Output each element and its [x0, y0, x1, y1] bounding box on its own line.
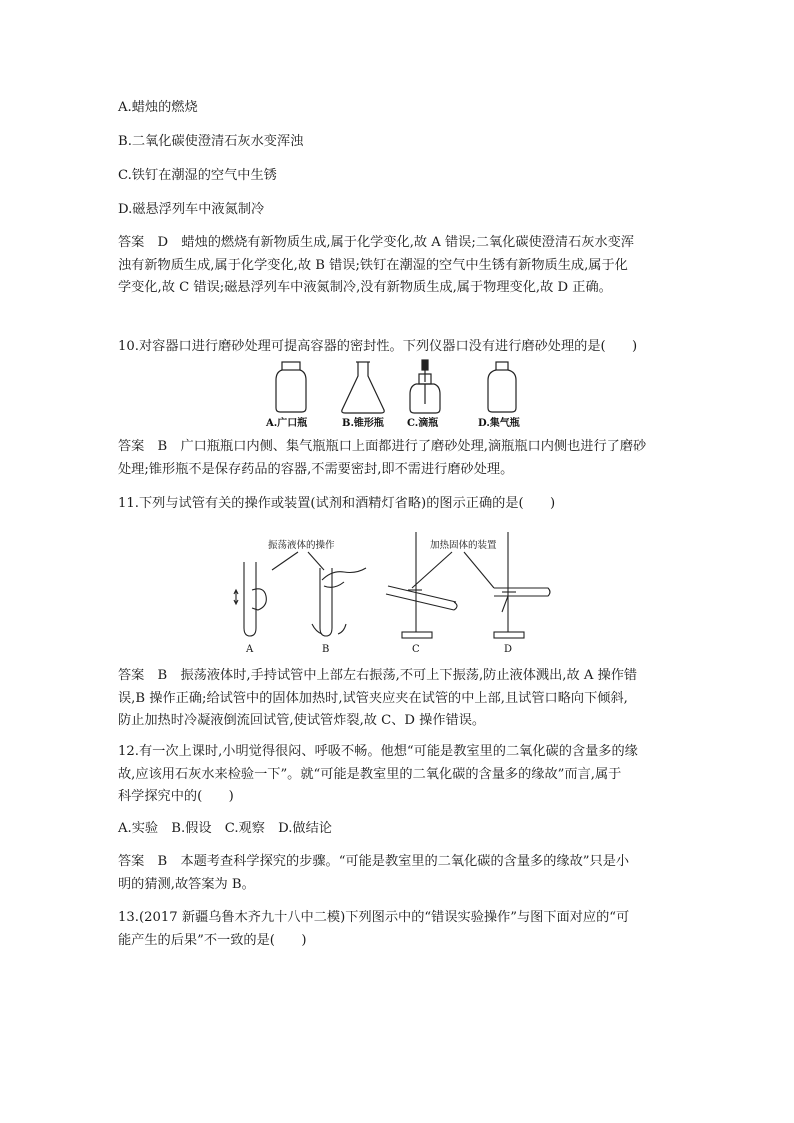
q12-question-line: 12.有一次上课时,小明觉得很闷、呼吸不畅。他想“可能是教室里的二氧化碳的含量多的缘: [118, 744, 638, 759]
q9-option-b: B.二氧化碳使澄清石灰水变浑浊: [118, 134, 304, 149]
figure-label: B.锥形瓶: [342, 418, 384, 428]
figure-label: D.集气瓶: [478, 418, 520, 428]
figure-caption: 加热固体的装置: [430, 540, 497, 551]
iron-stand-d-illustration: [494, 532, 550, 638]
q9-answer-line: 学变化,故 C 错误;磁悬浮列车中液氮制冷,没有新物质生成,属于物理变化,故 D 正确。: [118, 280, 612, 295]
q11-answer: [118, 665, 678, 733]
q12-question-line: 故,应该用石灰水来检验一下”。就“可能是教室里的二氧化碳的含量多的缘故”而言,属于: [118, 766, 622, 782]
figure-caption: 振荡液体的操作: [268, 540, 335, 551]
wide-mouth-bottle-illustration: [276, 362, 306, 412]
q10-glassware-figure: [262, 356, 532, 428]
q9-option-a: A.蜡烛的燃烧: [118, 100, 198, 115]
figure-letter: B: [322, 644, 330, 655]
conical-flask-illustration: [342, 362, 384, 413]
gas-collecting-bottle-illustration: [488, 362, 516, 412]
q9-answer-line: 答案 D 蜡烛的燃烧有新物质生成,属于化学变化,故 A 错误;二氧化碳使澄清石灰水变浑: [118, 235, 635, 250]
q13-question-line: 13.(2017 新疆乌鲁木齐九十八中二模)下列图示中的“错误实验操作”与图下面对应的“可: [118, 910, 630, 925]
q10-answer: [118, 436, 678, 481]
q9-option-d: D.磁悬浮列车中液氮制冷: [118, 202, 265, 217]
q11-test-tube-figure: [232, 528, 552, 656]
q10-question: 10.对容器口进行磨砂处理可提高容器的密封性。下列仪器口没有进行磨砂处理的是( ): [118, 339, 638, 354]
test-tube-a-illustration: [234, 562, 266, 636]
q12-answer: [118, 851, 678, 896]
q11-question: 11.下列与试管有关的操作或装置(试剂和酒精灯省略)的图示正确的是( ): [118, 496, 556, 511]
test-tube-b-illustration: [312, 568, 366, 636]
q12-answer-line: 答案 B 本题考查科学探究的步骤。“可能是教室里的二氧化碳的含量多的缘故”只是小: [118, 854, 630, 869]
q11-answer-line: 防止加热时冷凝液倒流回试管,使试管炸裂,故 C、D 操作错误。: [118, 713, 486, 728]
q12-question-line: 科学探究中的( ): [118, 789, 234, 804]
q11-answer-line: 答案 B 振荡液体时,手持试管中上部左右振荡,不可上下振荡,防止液体溅出,故 A 操作错: [118, 668, 638, 683]
q13-question-line: 能产生的后果”不一致的是( ): [118, 932, 307, 948]
figure-letter: A: [246, 644, 254, 655]
q12-answer-line: 明的猜测,故答案为 B。: [118, 876, 255, 892]
q13-question: [118, 907, 678, 952]
q10-answer-line: 处理;锥形瓶不是保存药品的容器,不需要密封,即不需进行磨砂处理。: [118, 461, 514, 477]
q11-answer-line: 误,B 操作正确;给试管中的固体加热时,试管夹应夹在试管的中上部,且试管口略向下倾斜,: [118, 690, 628, 706]
q9-answer: [118, 232, 678, 300]
figure-letter: C: [412, 644, 420, 655]
figure-label: A.广口瓶: [266, 418, 308, 428]
q10-answer-line: 答案 B 广口瓶瓶口内侧、集气瓶瓶口上面都进行了磨砂处理,滴瓶瓶口内侧也进行了磨砂: [118, 439, 647, 454]
figure-letter: D: [504, 644, 513, 655]
q9-option-c: C.铁钉在潮湿的空气中生锈: [118, 168, 277, 183]
dropper-bottle-illustration: [410, 360, 440, 413]
q12-options: A.实验 B.假设 C.观察 D.做结论: [118, 821, 332, 836]
q12-question: [118, 741, 678, 809]
q9-answer-line: 浊有新物质生成,属于化学变化,故 B 错误;铁钉在潮湿的空气中生锈有新物质生成,属于化: [118, 257, 628, 273]
figure-label: C.滴瓶: [407, 418, 439, 428]
